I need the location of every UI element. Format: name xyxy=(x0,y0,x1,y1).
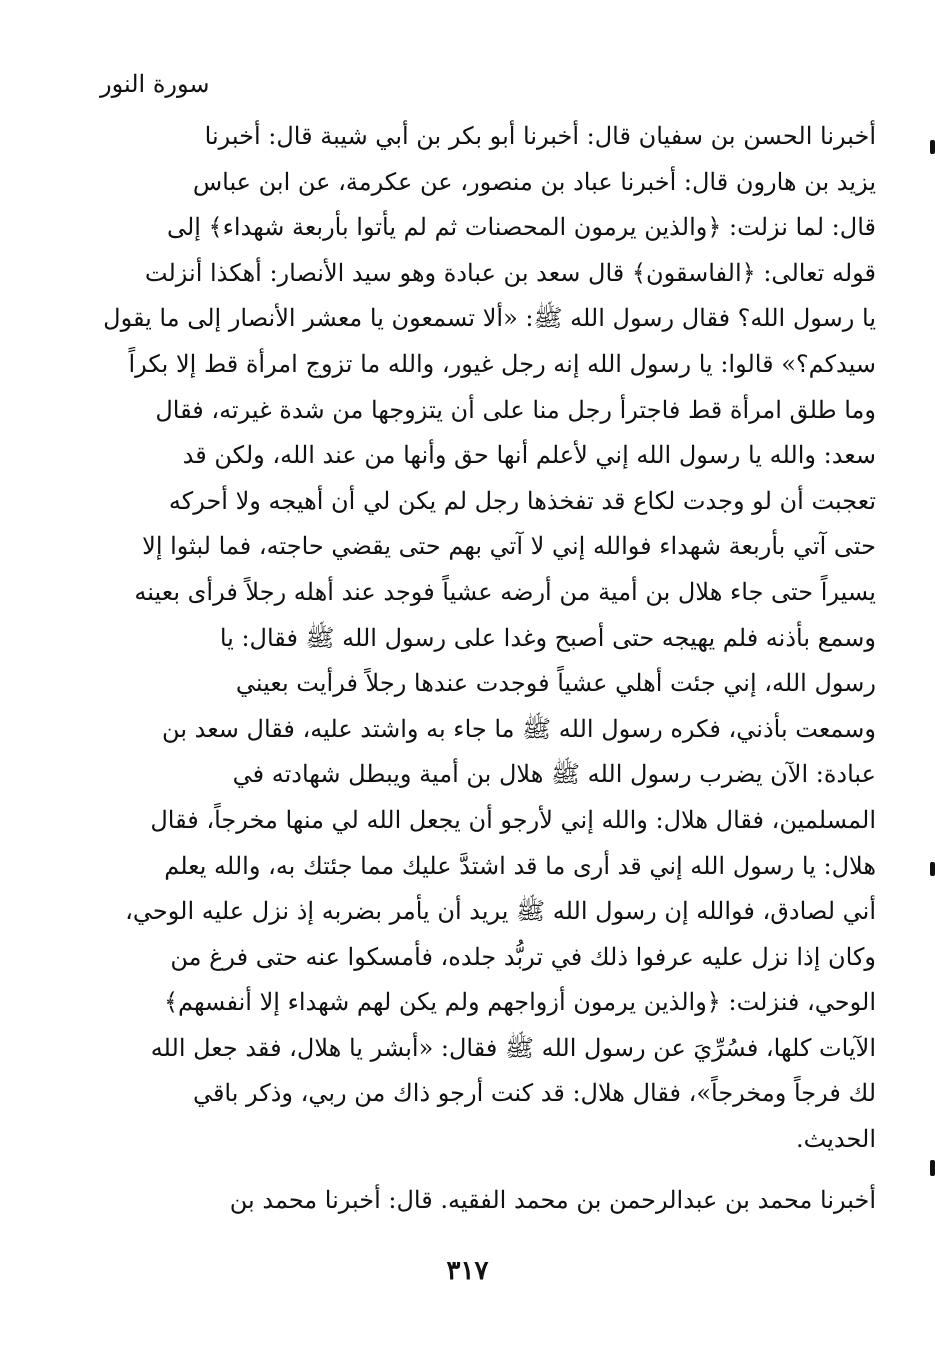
next-hadith-paragraph xyxy=(180,1178,876,1224)
text-line-11: يسيراً حتى جاء هلال بن أمية من أرضه عشياً فوجد عند أهله رجلاً فرأى بعينه xyxy=(134,577,876,606)
text-line-23: الحديث. xyxy=(796,1125,876,1154)
text-line-15: عبادة: الآن يضرب رسول الله ﷺ هلال بن أمية ويبطل شهادته في xyxy=(232,760,876,789)
text-line-13: رسول الله، إني جئت أهلي عشياً فوجدت عندها رجلاً فرأيت بعيني xyxy=(235,669,876,698)
text-line-5: يا رسول الله؟ فقال رسول الله ﷺ: «ألا تسمعون يا معشر الأنصار إلى ما يقول xyxy=(103,304,876,333)
text-line-7: وما طلق امرأة قط فاجترأ رجل منا على أن يتزوجها من شدة غيرته، فقال xyxy=(155,395,876,424)
text-line-9: تعجبت أن لو وجدت لكاع قد تفخذها رجل لم يكن لي أن أهيجه ولا أحركه xyxy=(168,486,876,515)
text-line-1: أخبرنا الحسن بن سفيان قال: أخبرنا أبو بكر بن أبي شيبة قال: أخبرنا xyxy=(204,122,876,150)
next-hadith-line: أخبرنا محمد بن عبدالرحمن بن محمد الفقيه. قال: أخبرنا محمد بن xyxy=(229,1186,876,1214)
hadith-paragraph xyxy=(103,114,876,1163)
text-line-14: وسمعت بأذني، فكره رسول الله ﷺ ما جاء به واشتد عليه، فقال سعد بن xyxy=(162,714,876,743)
text-line-20: الوحي، فنزلت: ﴿والذين يرمون أزواجهم ولم يكن لهم شهداء إلا أنفسهم﴾ xyxy=(163,988,876,1017)
text-line-10: حتى آتي بأربعة شهداء فوالله إني لا آتي بهم حتى يقضي حاجته، فما لبثوا إلا xyxy=(142,532,876,561)
text-line-3: قال: لما نزلت: ﴿والذين يرمون المحصنات ثم لم يأتوا بأربعة شهداء﴾ إلى xyxy=(166,213,876,242)
surah-title: سورة النور xyxy=(100,70,210,98)
text-line-8: سعد: والله يا رسول الله إني لأعلم أنها حق وأنها من عند الله، ولكن قد xyxy=(182,441,876,470)
text-line-4: قوله تعالى: ﴿الفاسقون﴾ قال سعد بن عبادة وهو سيد الأنصار: أهكذا أنزلت xyxy=(144,258,876,287)
text-line-21: الآيات كلها، فسُرِّيَ عن رسول الله ﷺ فقال: «أبشر يا هلال، فقد جعل الله xyxy=(150,1033,876,1062)
text-line-12: وسمع بأذنه فلم يهيجه حتى أصبح وغدا على رسول الله ﷺ فقال: يا xyxy=(219,623,876,652)
text-line-18: أني لصادق، فوالله إن رسول الله ﷺ يريد أن يأمر بضربه إذ نزل عليه الوحي، xyxy=(125,897,876,926)
text-line-19: وكان إذا نزل عليه عرفوا ذلك في تربُّد جلده، فأمسكوا عنه حتى فرغ من xyxy=(170,942,876,971)
text-line-22: لك فرجاً ومخرجاً»، فقال هلال: قد كنت أرجو ذاك من ربي، وذكر باقي xyxy=(192,1079,876,1108)
text-line-16: المسلمين، فقال هلال: والله إني لأرجو أن يجعل الله لي منها مخرجاً، فقال xyxy=(150,805,876,834)
text-line-2: يزيد بن هارون قال: أخبرنا عباد بن منصور، عن عكرمة، عن ابن عباس xyxy=(192,167,876,196)
text-line-6: سيدكم؟» قالوا: يا رسول الله إنه رجل غيور، والله ما تزوج امرأة قط إلا بكراً xyxy=(128,349,876,378)
page-number: ٣١٧ xyxy=(446,1256,489,1286)
text-line-17: هلال: يا رسول الله إني قد أرى ما قد اشتدَّ عليك مما جئتك به، والله يعلم xyxy=(164,851,876,880)
margin-mark xyxy=(930,862,935,876)
margin-mark xyxy=(930,140,935,154)
margin-mark xyxy=(930,1160,935,1176)
